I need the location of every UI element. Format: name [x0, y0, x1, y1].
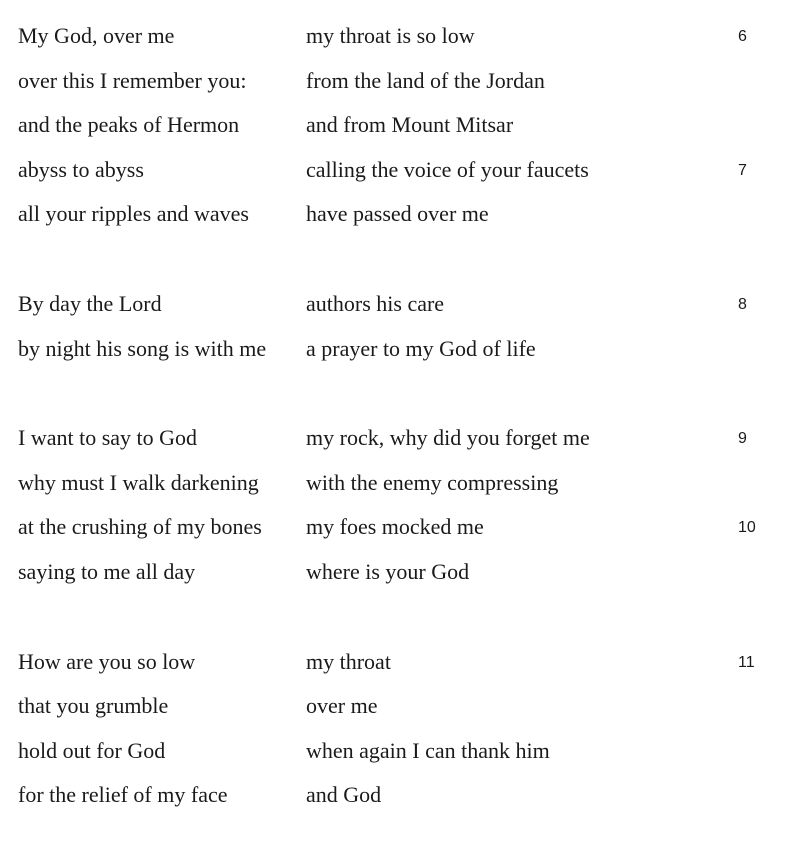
poem-line [0, 461, 797, 506]
poem-line [0, 282, 797, 327]
line-second-half: my rock, why did you forget me [306, 425, 590, 451]
line-first-half: by night his song is with me [18, 335, 267, 361]
poem-line [0, 773, 797, 818]
stanza-break [0, 371, 797, 416]
line-first-half: By day the Lord [18, 290, 162, 316]
line-second-half: calling the voice of your faucets [306, 156, 589, 182]
line-second-half: my throat is so low [306, 23, 475, 48]
verse-number: 9 [738, 430, 747, 448]
line-second-half: have passed over me [306, 201, 489, 227]
line-first-half: and the peaks of Hermon [18, 112, 240, 138]
line-first-half: for the relief of my face [18, 782, 228, 808]
poem-line [0, 148, 797, 193]
line-second-half: my foes mocked me [306, 514, 484, 540]
line-first-half: over this I remember you: [18, 67, 247, 93]
line-first-half: hold out for God [18, 737, 166, 763]
line-second-half: with the enemy compressing [306, 469, 559, 495]
line-first-half: saying to me all day [18, 558, 196, 584]
verse-number: 8 [738, 295, 747, 313]
line-first-half: all your ripples and waves [18, 201, 249, 227]
line-second-half: and from Mount Mitsar [306, 112, 514, 138]
poem-line [0, 684, 797, 729]
line-second-half: where is your God [306, 558, 470, 584]
line-second-half: when again I can thank him [306, 737, 550, 763]
poem-line [0, 59, 797, 104]
verse-number: 7 [738, 161, 747, 179]
line-second-half: my throat [306, 648, 391, 674]
stanza [0, 282, 797, 371]
poem-line [0, 192, 797, 237]
line-first-half: at the crushing of my bones [18, 514, 262, 540]
line-first-half: My God, over me [18, 23, 175, 48]
poem-line [0, 640, 797, 685]
verse-number: 6 [738, 28, 747, 45]
poem-line [0, 14, 797, 59]
poem-line [0, 327, 797, 372]
line-second-half: over me [306, 693, 378, 719]
poem-line [0, 729, 797, 774]
stanza-break [0, 595, 797, 640]
line-second-half: from the land of the Jordan [306, 67, 545, 93]
poem-line [0, 416, 797, 461]
line-first-half: that you grumble [18, 693, 169, 719]
line-second-half: authors his care [306, 290, 445, 316]
line-second-half: a prayer to my God of life [306, 335, 536, 361]
poem-line [0, 103, 797, 148]
line-first-half: abyss to abyss [18, 156, 144, 182]
stanza-break [0, 237, 797, 282]
stanza [0, 14, 797, 237]
line-second-half: and God [306, 782, 382, 808]
verse-number: 11 [738, 653, 755, 671]
line-first-half: I want to say to God [18, 425, 198, 451]
poem [0, 14, 797, 818]
line-first-half: why must I walk darkening [18, 469, 259, 495]
line-first-half: How are you so low [18, 648, 196, 674]
poem-line [0, 505, 797, 550]
stanza [0, 640, 797, 818]
poem-line [0, 550, 797, 595]
verse-number: 10 [738, 519, 756, 537]
stanza [0, 416, 797, 594]
